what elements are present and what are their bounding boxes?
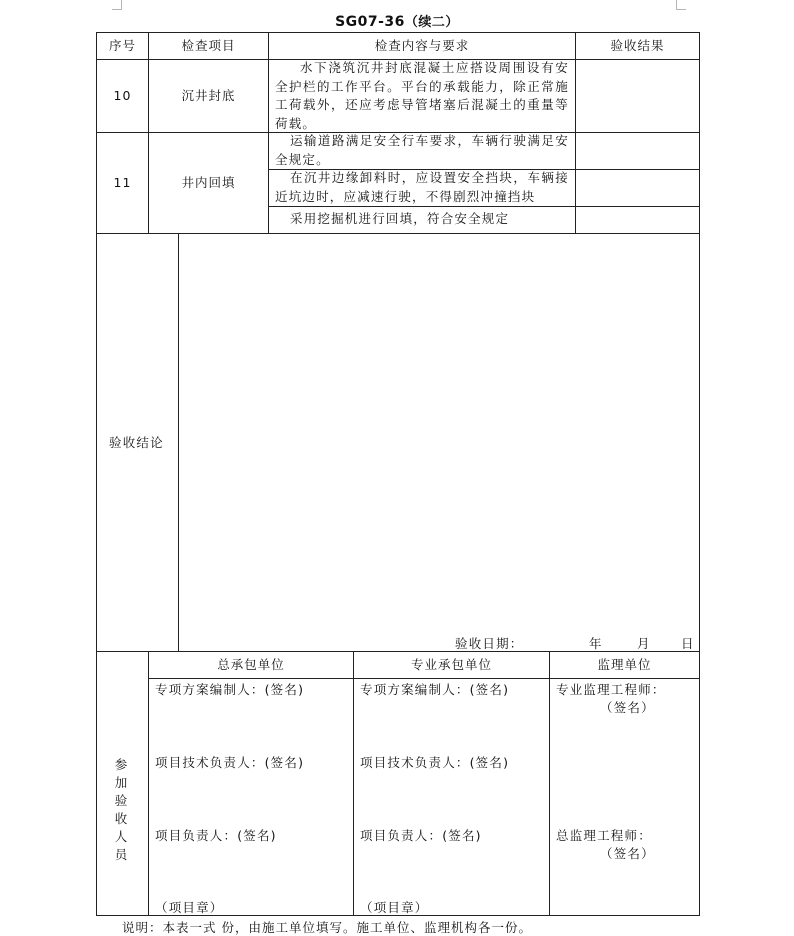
header-no: 序号	[108, 38, 136, 53]
form-title-suffix: （续二）	[404, 15, 459, 30]
table-rule	[148, 678, 700, 679]
participants-label-char: 人	[114, 829, 128, 844]
table-rule	[148, 651, 149, 916]
row-11-no: 11	[113, 175, 132, 190]
participants-label-char: 加	[114, 775, 128, 790]
row-10-result-field[interactable]	[576, 60, 699, 132]
general-plan-author-sign[interactable]: 专项方案编制人：(签名)	[155, 682, 305, 697]
supervision-unit-header: 监理单位	[597, 657, 652, 672]
form-title	[0, 11, 794, 30]
table-border	[699, 32, 700, 916]
supervising-engineer-label: 专业监理工程师：	[556, 682, 666, 697]
table-rule	[178, 233, 179, 651]
table-rule	[353, 651, 354, 916]
page-corner-mark	[676, 0, 686, 10]
specialty-plan-author-sign[interactable]: 专项方案编制人：(签名)	[360, 682, 510, 697]
specialty-manager-sign[interactable]: 项目负责人：(签名)	[360, 828, 482, 843]
date-month: 月	[637, 636, 651, 651]
general-manager-sign[interactable]: 项目负责人：(签名)	[155, 828, 277, 843]
chief-supervisor-label: 总监理工程师：	[556, 828, 652, 843]
date-year: 年	[589, 636, 603, 651]
specialty-project-seal: （项目章）	[360, 900, 429, 915]
table-rule	[96, 233, 700, 234]
participants-label-char: 参	[114, 757, 128, 772]
row-11-item: 井内回填	[181, 175, 236, 190]
row-11-result-field-1[interactable]	[576, 133, 699, 169]
date-day: 日	[681, 636, 695, 651]
participants-label-char: 验	[114, 793, 128, 808]
header-result: 验收结果	[610, 38, 665, 53]
header-item: 检查项目	[181, 38, 236, 53]
form-code: SG07-36	[335, 14, 405, 30]
row-11-content-2: 在沉井边缘卸料时，应设置安全挡块，车辆接近坑边时，应减速行驶，不得剧烈冲撞挡块	[275, 170, 569, 204]
row-10-no: 10	[113, 88, 132, 103]
chief-supervisor-sign[interactable]: （签名）	[600, 846, 655, 861]
participants-label-char: 收	[114, 811, 128, 826]
row-11-content-1: 运输道路满足安全行车要求，车辆行驶满足安全规定。	[275, 133, 569, 167]
conclusion-label: 验收结论	[109, 435, 164, 450]
specialty-contractor-header: 专业承包单位	[410, 657, 492, 672]
form-note: 说明：本表一式 份，由施工单位填写。施工单位、监理机构各一份。	[122, 920, 532, 935]
row-11-result-field-2[interactable]	[576, 170, 699, 206]
acceptance-date-label: 验收日期：	[455, 636, 524, 651]
conclusion-field[interactable]	[180, 235, 698, 631]
row-11-result-field-3[interactable]	[576, 207, 699, 233]
row-10-item: 沉井封底	[181, 88, 236, 103]
supervising-engineer-sign[interactable]: （签名）	[600, 700, 655, 715]
table-rule	[268, 32, 269, 234]
general-contractor-header: 总承包单位	[217, 657, 285, 672]
row-10-content: 水下浇筑沉井封底混凝土应搭设周围设有安全护栏的工作平台。平台的承载能力，除正常施工荷载外，还应考虑导管堵塞后混凝土的重量等荷载。	[275, 60, 569, 131]
page-corner-mark	[112, 0, 122, 10]
header-content: 检查内容与要求	[374, 38, 470, 53]
table-rule	[549, 651, 550, 916]
participants-label-char: 员	[114, 847, 128, 862]
general-tech-lead-sign[interactable]: 项目技术负责人：(签名)	[155, 755, 305, 770]
general-project-seal: （项目章）	[155, 900, 224, 915]
specialty-tech-lead-sign[interactable]: 项目技术负责人：(签名)	[360, 755, 510, 770]
row-11-content-3: 采用挖掘机进行回填，符合安全规定	[290, 211, 510, 226]
